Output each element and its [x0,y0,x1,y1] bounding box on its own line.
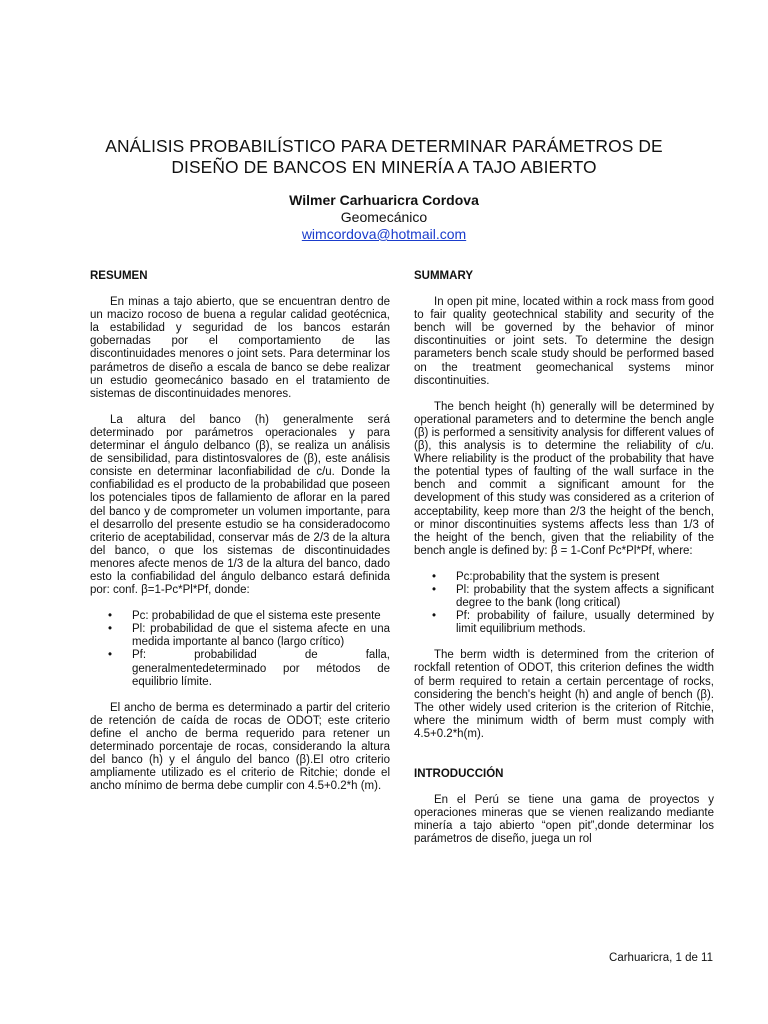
summary-bullet-list [414,571,714,636]
section-spacer [414,754,714,768]
resumen-paragraph-3: El ancho de berma es determinado a partir del criterio de retención de caída de rocas de ODOT; este criterio define el ancho de berma requerido para retener un determinado porcentaje de rocas, considerando la altura del banco (h) y el ángulo del banco (β).El otro criterio ampliamente utilizado es el criterio de Ritchie; donde el ancho mínimo de berma debe cumplir con 4.5+0.2*h (m). [90,701,390,793]
resumen-heading: RESUMEN [90,270,148,282]
summary-paragraph-2: The bench height (h) generally will be determined by operational parameters and to determine the bench angle (β) is performed a sensitivity analysis for different values of (β), this analysis is to determine the reliability of c/u. Where reliability is the product of the probability that have the potential types of faulting of the wall surface in the bench and commit a significant amount for the development of this study was considered as a criterion of acceptability, keep more than 2/3 the height of the bench, or minor discontinuities systems affects less than 1/3 of the height of the bench, given that the reliability of the bench angle is defined by: β = 1-Conf Pc*Pl*Pf, where: [414,400,714,557]
list-item: • Pl: probability that the system affects a significant degree to the bank (long critical) [432,584,714,610]
paper-title [60,136,708,178]
author-email-link[interactable]: wimcordova@hotmail.com [301,226,467,242]
author-name: Wilmer Carhuaricra Cordova [289,192,479,208]
introduccion-paragraph-1: En el Perú se tiene una gama de proyectos y operaciones mineras que se vienen realizando mediante minería a tajo abierto “open pit”,donde determinar los parámetros de diseño, juega un rol [414,794,714,846]
author-email-line [0,226,768,243]
left-column [90,270,390,806]
summary-paragraph-1: In open pit mine, located within a rock mass from good to fair quality geotechnical stability and security of the bench will be governed by the behavior of minor discontinuities or joint sets. To determine the design parameters bench scale study should be performed based on the treatment geomechanical systems minor discontinuities. [414,296,714,387]
title-line-2: DISEÑO DE BANCOS EN MINERÍA A TAJO ABIERTO [171,157,597,177]
resumen-paragraph-2: La altura del banco (h) generalmente será determinado por parámetros operacionales y para determinar el ángulo delbanco (β), se realiza un análisis de sensibilidad, para distintosvalores de (β), este análisis consiste en determinar laconfiabilidad de c/u. Donde la confiabilidad es el producto de la probabilidad que poseen los potenciales tipos de fallamiento de aflorar en la pared del banco y de comprometer un volumen importante, para el desarrollo del presente estudio se ha consideradocomo criterio de aceptabilidad, conservar más de 2/3 de la altura del banco, o que los sistemas de discontinuidades menores afecte menos de 1/3 de la altura del banco, dado esto la confiabilidad del ángulo delbanco estará definida por: conf. β=1-Pc*Pl*Pf, donde: [90,413,390,597]
resumen-bullet-list [90,610,390,689]
list-item: • Pc: probabilidad de que el sistema este presente [108,610,390,623]
author-role: Geomecánico [340,209,428,225]
resumen-paragraph-1: En minas a tajo abierto, que se encuentran dentro de un macizo rocoso de buena a regular calidad geotécnica, la estabilidad y seguridad de los bancos estarán gobernadas por el comportamiento de las discontinuidades menores o joint sets. Para determinar los parámetros de diseño a escala de banco se debe realizar un estudio geomecánico basado en el tratamiento de sistemas de discontinuidades menores. [90,296,390,400]
summary-paragraph-3: The berm width is determined from the criterion of rockfall retention of ODOT, this criterion defines the width of berm required to retain a certain percentage of rocks, considering the bench's height (h) and angle of bench (β). The other widely used criterion is the criterion of Ritchie, where the minimum width of berm must comply with 4.5+0.2*h(m). [414,649,714,740]
list-item: • Pl: probabilidad de que el sistema afecte en una medida importante al banco (largo crítico) [108,623,390,649]
introduccion-heading: INTRODUCCIÓN [414,768,504,780]
title-line-1: ANÁLISIS PROBABILÍSTICO PARA DETERMINAR PARÁMETROS DE [105,136,663,156]
right-column [414,270,714,859]
page-footer: Carhuaricra, 1 de 11 [609,952,713,964]
summary-heading: SUMMARY [414,270,473,282]
list-item: • Pf: probability of failure, usually determined by limit equilibrium methods. [432,610,714,636]
list-item: • Pf: probabilidad de falla, generalmentedeterminado por métodos de equilibrio límite. [108,649,390,688]
list-item: • Pc:probability that the system is present [432,571,714,584]
